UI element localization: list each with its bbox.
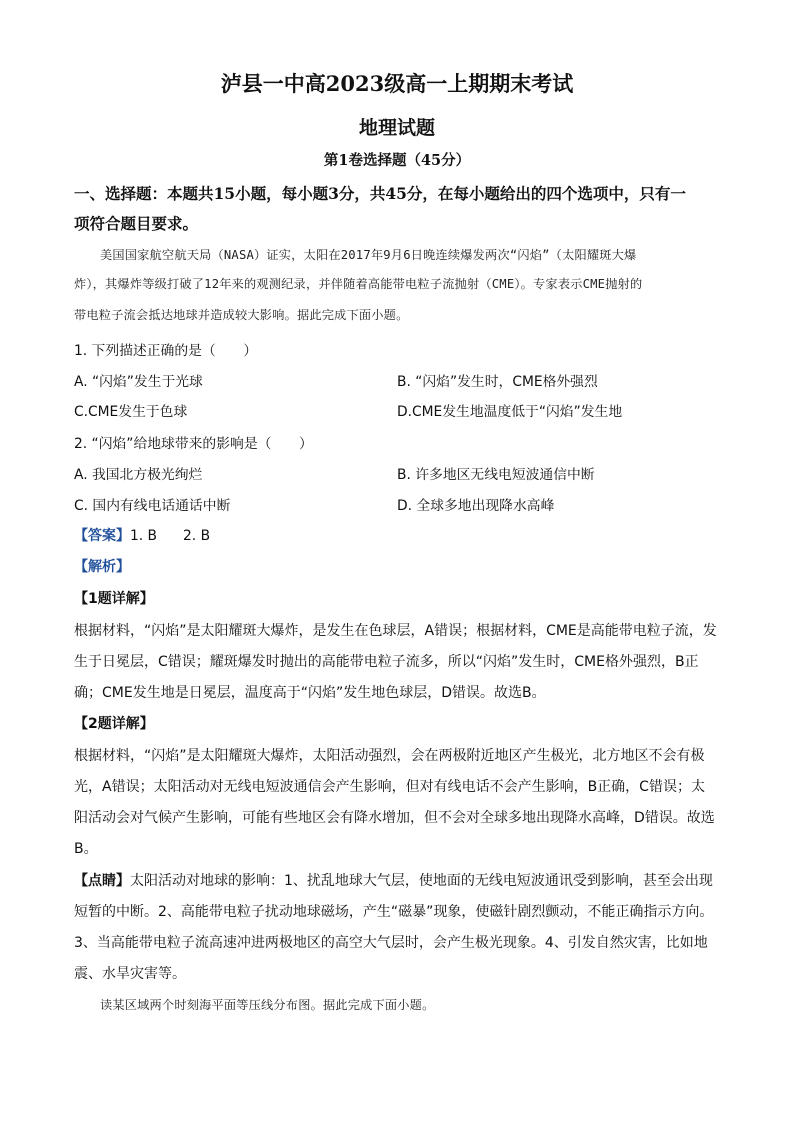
- analysis-tag: 【解析】: [74, 559, 130, 575]
- q1-option-d: D.CME发生地温度低于“闪焰”发生地: [397, 404, 623, 420]
- section-instructions-line1: 一、选择题：本题共15小题，每小题3分，共45分，在每小题给出的四个选项中，只有一: [74, 184, 686, 203]
- material1-line2: 炸），其爆炸等级打破了12年来的观测纪录，并伴随着高能带电粒子流抛射（CME）。专家表示CME抛射的: [74, 277, 643, 291]
- detail2-line2: 光，A错误；太阳活动对无线电短波通信会产生影响，但对有线电话不会产生影响，B正确，C错误；太: [74, 779, 705, 795]
- q2-option-d: D. 全球多地出现降水高峰: [397, 498, 555, 514]
- answer-tag: 【答案】: [74, 528, 130, 544]
- tip-line3: 3、当高能带电粒子流高速冲进两极地区的高空大气层时，会产生极光现象。4、引发自然灾害，比如地: [74, 935, 708, 951]
- material1-line1: 美国国家航空航天局（NASA）证实，太阳在2017年9月6日晚连续爆发两次“闪焰”（太阳耀斑大爆: [100, 248, 637, 262]
- q1-option-a: A. “闪焰”发生于光球: [74, 374, 203, 390]
- exam-title: 泸县一中高2023级高一上期期末考试: [220, 71, 574, 96]
- answer-1: 1. B: [130, 528, 158, 544]
- q2-option-c: C. 国内有线电话通话中断: [74, 498, 231, 514]
- part-heading: 第1卷选择题（45分）: [323, 152, 471, 169]
- detail1-line1: 根据材料，“闪焰”是太阳耀斑大爆炸，是发生在色球层，A错误；根据材料，CME是高能带电粒子流，发: [74, 623, 717, 639]
- answer-2: 2. B: [183, 528, 211, 544]
- q2-option-b: B. 许多地区无线电短波通信中断: [397, 467, 595, 483]
- subject-title: 地理试题: [358, 117, 435, 139]
- detail2-line4: B。: [74, 841, 98, 857]
- material1-line3: 带电粒子流会抵达地球并造成较大影响。据此完成下面小题。: [74, 308, 409, 322]
- detail2-line1: 根据材料，“闪焰”是太阳耀斑大爆炸，太阳活动强烈，会在两极附近地区产生极光，北方地区不会有极: [74, 748, 705, 764]
- q1-option-c: C.CME发生于色球: [74, 404, 188, 420]
- material2-line1: 读某区域两个时刻海平面等压线分布图。据此完成下面小题。: [100, 998, 435, 1012]
- q1-stem: 1. 下列描述正确的是（ ）: [74, 343, 258, 359]
- tip-line4: 震、水旱灾害等。: [74, 966, 186, 982]
- detail1-line3: 确；CME发生地是日冕层，温度高于“闪焰”发生地色球层，D错误。故选B。: [74, 685, 546, 701]
- tip-line1: 太阳活动对地球的影响：1、扰乱地球大气层，使地面的无线电短波通讯受到影响，甚至会出现: [130, 873, 713, 889]
- section-instructions-line2: 项符合题目要求。: [74, 214, 199, 233]
- detail2-tag: 【2题详解】: [74, 716, 154, 732]
- detail1-tag: 【1题详解】: [74, 591, 154, 607]
- detail2-line3: 阳活动会对气候产生影响，可能有些地区会有降水增加，但不会对全球多地出现降水高峰，D错误。故选: [74, 810, 715, 826]
- answer-row: [74, 525, 210, 545]
- tip-line1-row: [74, 870, 713, 890]
- q1-option-b: B. “闪焰”发生时，CME格外强烈: [397, 374, 598, 390]
- tip-tag: 【点睛】: [74, 873, 130, 889]
- tip-line2: 短暂的中断。2、高能带电粒子扰动地球磁场，产生“磁暴”现象，使磁针剧烈颤动，不能正确指示方向。: [74, 904, 714, 920]
- q2-stem: 2. “闪焰”给地球带来的影响是（ ）: [74, 436, 313, 452]
- detail1-line2: 生于日冕层，C错误；耀斑爆发时抛出的高能带电粒子流多，所以“闪焰”发生时，CME格外强烈，B正: [74, 654, 699, 670]
- q2-option-a: A. 我国北方极光绚烂: [74, 467, 203, 483]
